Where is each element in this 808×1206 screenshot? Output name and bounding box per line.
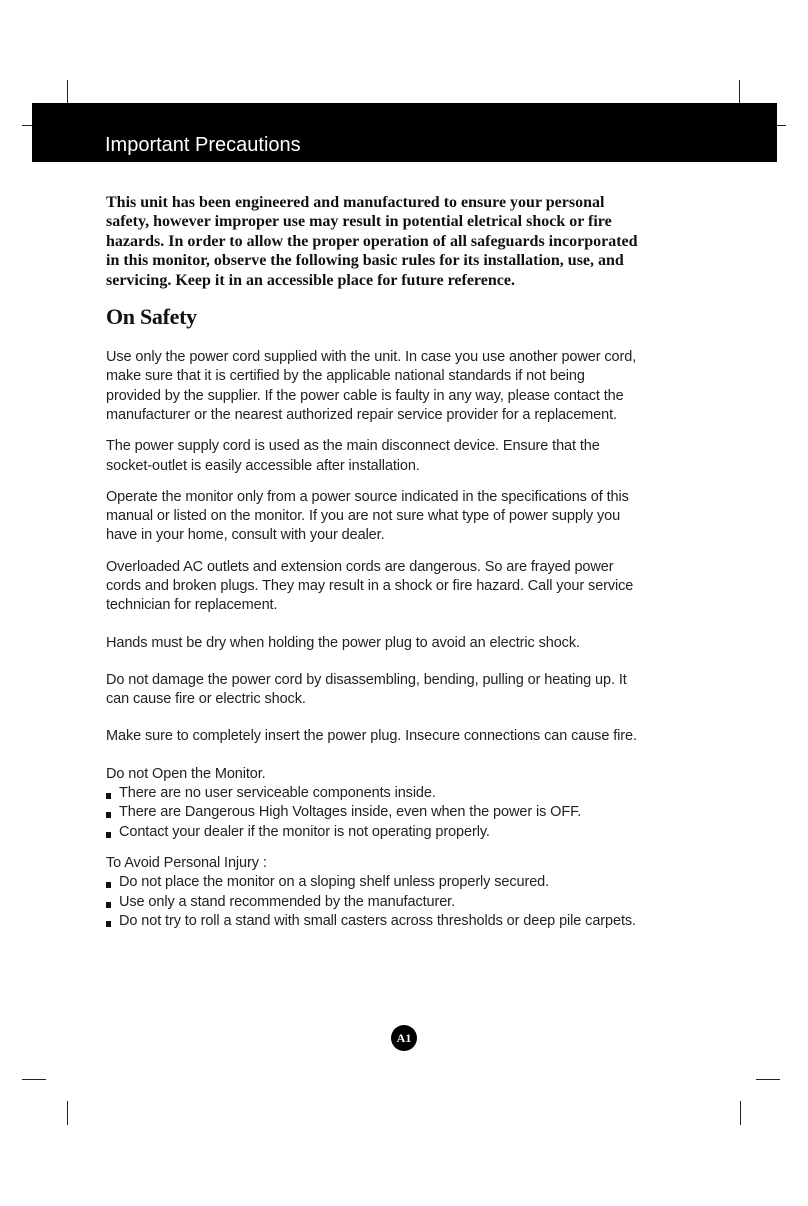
bullet-icon xyxy=(106,921,111,927)
paragraph-power-plug: Make sure to completely insert the power plug. Insecure connections can cause fire. xyxy=(106,728,637,745)
paragraph-dry-hands: Hands must be dry when holding the power plug to avoid an electric shock. xyxy=(106,634,580,651)
paragraph-disconnect-device: The power supply cord is used as the main disconnect device. Ensure that the socket-outlet is easily accessible after installation. xyxy=(106,438,600,474)
crop-mark-bottom-left xyxy=(67,1101,68,1125)
bullet-icon xyxy=(106,832,111,838)
header-bar xyxy=(32,103,777,162)
crop-mark-bottom-right xyxy=(740,1101,741,1125)
crop-mark-right-lower xyxy=(756,1079,780,1080)
content xyxy=(106,193,638,931)
paragraph-overloaded-outlets: Overloaded AC outlets and extension cords are dangerous. So are frayed power cords and broken plugs. They may result in a shock or fire hazard. Call your service technician for replacement. xyxy=(106,558,634,614)
personal-injury-list xyxy=(106,873,638,931)
bullet-icon xyxy=(106,882,111,888)
list-item: Do not try to roll a stand with small casters across thresholds or deep pile carpets. xyxy=(106,912,638,931)
open-monitor-title: Do not Open the Monitor. xyxy=(106,765,266,782)
paragraph-power-cord: Use only the power cord supplied with the unit. In case you use another power cord, make sure that it is certified by the applicable national standards if not being provided by the supplier. If the power cable is faulty in any way, please contact the manufacturer or the nearest authorized repair service provider for a replacement. xyxy=(106,349,637,423)
personal-injury-title: To Avoid Personal Injury : xyxy=(106,854,267,871)
paragraph-power-source: Operate the monitor only from a power source indicated in the specifications of this manual or listed on the monitor. If you are not sure what type of power supply you have in your home, consult with your dealer. xyxy=(106,488,629,544)
list-item: There are no user serviceable components inside. xyxy=(106,784,638,803)
bullet-icon xyxy=(106,793,111,799)
page-number-badge: A1 xyxy=(391,1025,417,1051)
intro-paragraph: This unit has been engineered and manufactured to ensure your personal safety, however improper use may result in potential eletrical shock or fire hazards. In order to allow the proper operation of all safeguards incorporated in this monitor, observe the following basic rules for its installation, use, and servicing. Keep it in an accessible place for future reference. xyxy=(106,194,638,289)
crop-mark-left-lower xyxy=(22,1079,46,1080)
crop-mark-top-right xyxy=(739,80,740,104)
section-heading: On Safety xyxy=(106,304,197,330)
list-item: Use only a stand recommended by the manufacturer. xyxy=(106,893,638,912)
paragraph-power-cord-damage: Do not damage the power cord by disassembling, bending, pulling or heating up. It can cause fire or electric shock. xyxy=(106,671,627,708)
crop-mark-top-left xyxy=(67,80,68,104)
bullet-icon xyxy=(106,812,111,818)
page-title: Important Precautions xyxy=(105,134,301,156)
bullet-icon xyxy=(106,902,111,908)
open-monitor-list xyxy=(106,784,638,842)
list-item: Do not place the monitor on a sloping shelf unless properly secured. xyxy=(106,873,638,892)
list-item: There are Dangerous High Voltages inside, even when the power is OFF. xyxy=(106,803,638,822)
list-item: Contact your dealer if the monitor is not operating properly. xyxy=(106,823,638,842)
